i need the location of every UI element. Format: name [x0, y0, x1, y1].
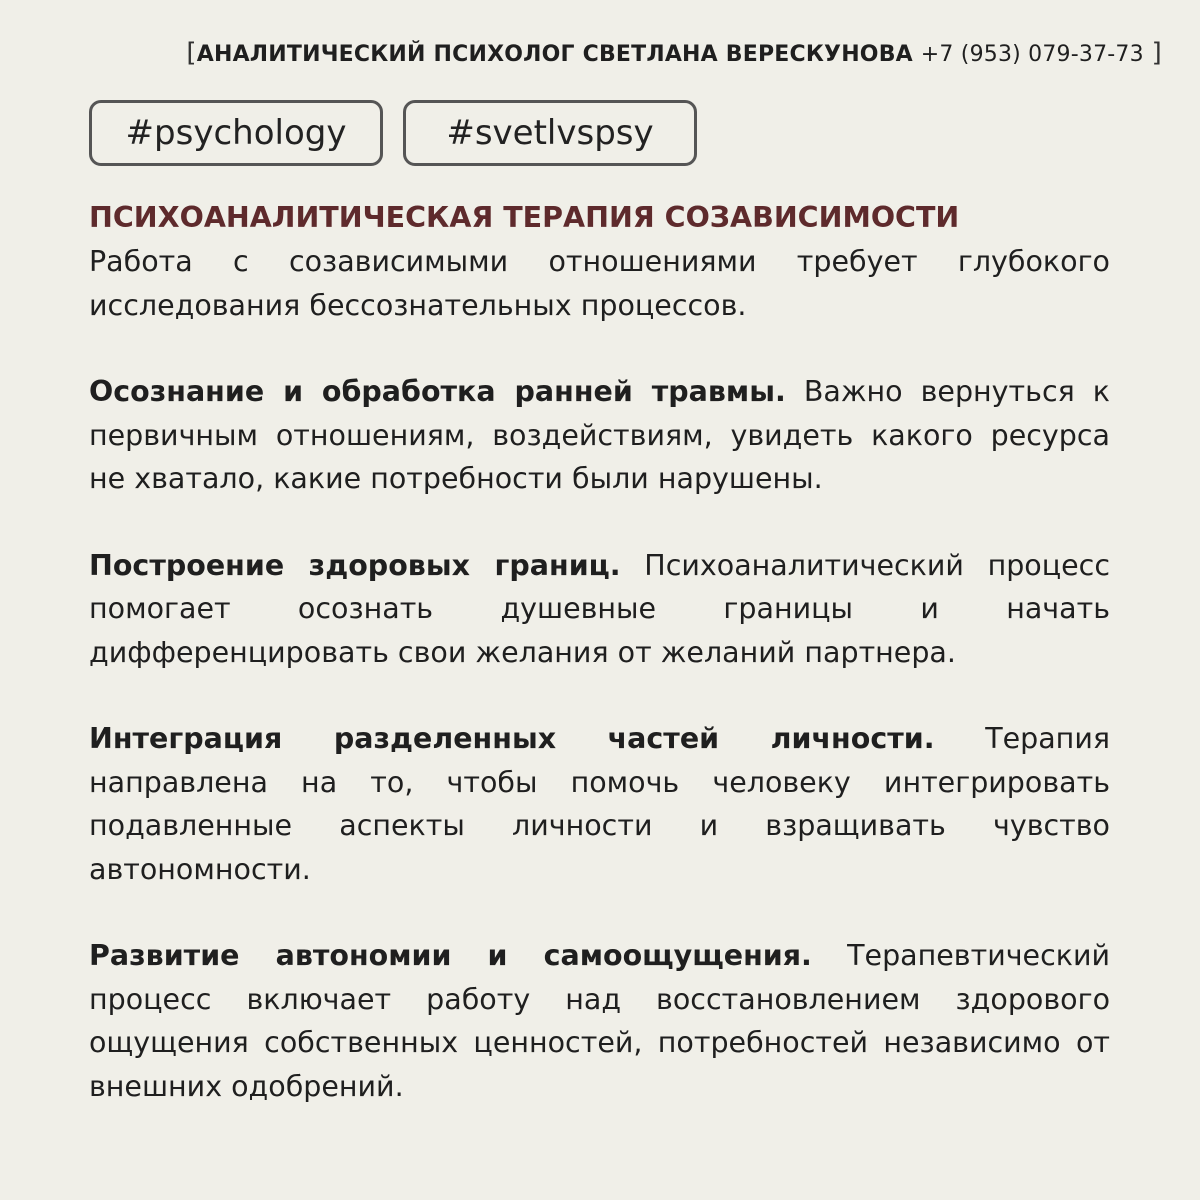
section-text: Терапевтический процесс включает работу над восстановлением здорового ощущения собственных ценностей, потребностей независимо от внешних одобрений.: [89, 939, 1111, 1103]
author-name: АНАЛИТИЧЕСКИЙ ПСИХОЛОГ СВЕТЛАНА ВЕРЕСКУНОВА: [196, 42, 913, 67]
section-integration: [89, 717, 1110, 891]
hashtag-list: [89, 100, 697, 166]
article-intro: Работа с созависимыми отношениями требует глубокого исследования бессознательных процессов.: [89, 245, 1110, 322]
section-lead: Осознание и обработка ранней травмы.: [89, 375, 786, 408]
article-title: ПСИХОАНАЛИТИЧЕСКАЯ ТЕРАПИЯ СОЗАВИСИМОСТИ: [89, 201, 960, 234]
hashtag-svetlvspsy[interactable]: #svetlvspsy: [403, 100, 697, 166]
bracket-close: ]: [1151, 38, 1162, 68]
section-lead: Интеграция разделенных частей личности.: [89, 722, 935, 755]
section-text: Важно вернуться к первичным отношениям, воздействиям, увидеть какого ресурса не хватало, какие потребности были нарушены.: [89, 375, 1110, 495]
author-contact-line: [186, 38, 1162, 68]
section-text: Терапия направлена на то, чтобы помочь человеку интегрировать подавленные аспекты личности и взращивать чувство автономности.: [89, 722, 1110, 886]
section-autonomy: [89, 934, 1110, 1108]
section-lead: Развитие автономии и самоощущения.: [89, 939, 812, 972]
phone-number: +7 (953) 079-37-73: [920, 42, 1144, 67]
bracket-open: [: [186, 38, 197, 68]
section-text: Психоаналитический процесс помогает осознать душевные границы и начать дифференцировать свои желания от желаний партнера.: [89, 548, 1111, 669]
section-lead: Построение здоровых границ.: [89, 548, 621, 582]
hashtag-psychology[interactable]: #psychology: [89, 100, 383, 166]
article-body: [89, 196, 1110, 1108]
section-trauma: [89, 370, 1110, 501]
section-boundaries: [89, 544, 1110, 675]
